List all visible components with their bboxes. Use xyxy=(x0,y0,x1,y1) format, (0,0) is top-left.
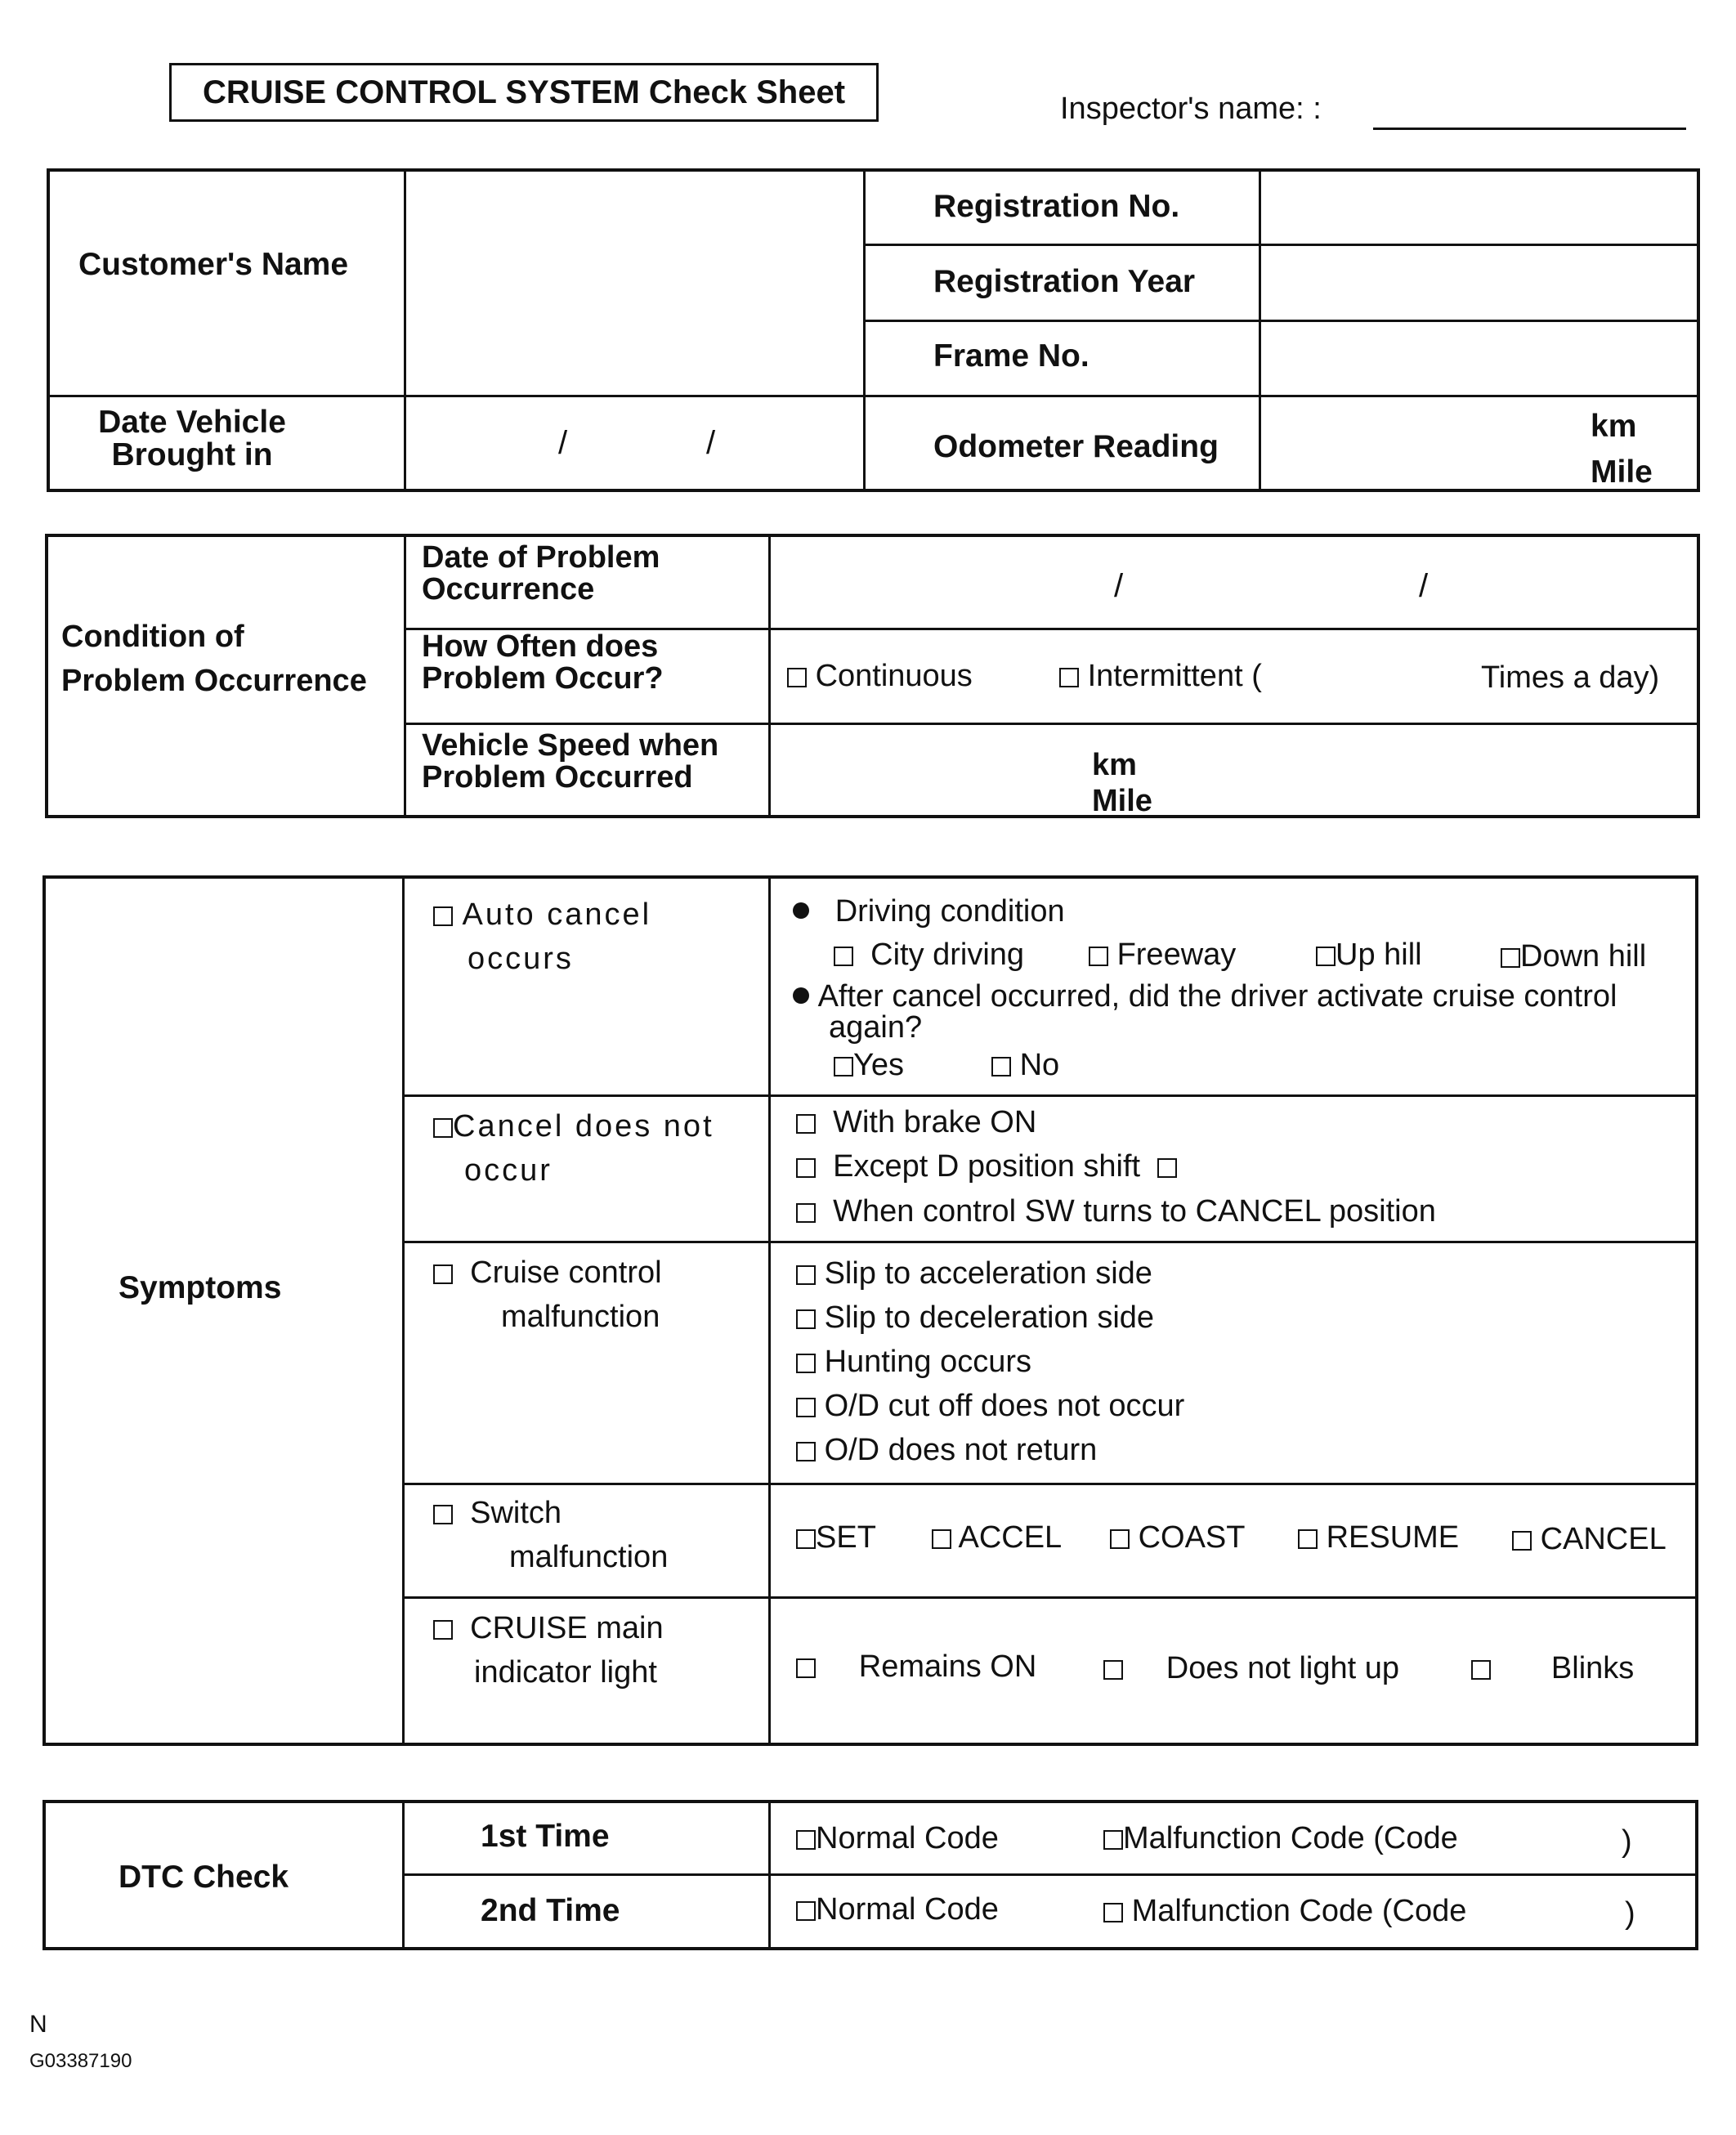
checkbox[interactable] xyxy=(834,947,853,966)
hunting-occurs-option[interactable]: Hunting occurs xyxy=(796,1340,1184,1384)
bullet-icon xyxy=(793,902,809,919)
cancel-does-not-occur-option[interactable]: Cancel does not occur xyxy=(433,1104,714,1193)
checkbox[interactable] xyxy=(796,1309,816,1329)
condition-section-label: Condition of Problem Occurrence xyxy=(61,620,367,698)
date-slash: / xyxy=(1419,568,1429,604)
date-of-problem-label: Date of Problem Occurrence xyxy=(422,540,660,606)
odometer-field[interactable] xyxy=(1264,400,1582,488)
date-brought-in-label: Date Vehicle Brought in xyxy=(98,405,286,472)
cruise-control-malfunction-option[interactable]: Cruise control malfunction xyxy=(433,1251,662,1339)
down-hill-option[interactable]: Down hill xyxy=(1501,939,1646,974)
date-slash: / xyxy=(558,425,568,461)
checkbox[interactable] xyxy=(1103,1660,1123,1680)
intermittent-option[interactable]: Intermittent ( xyxy=(1059,659,1262,694)
checkbox[interactable] xyxy=(796,1265,816,1285)
checkbox[interactable] xyxy=(796,1901,816,1921)
with-brake-on-option[interactable]: With brake ON xyxy=(796,1105,1036,1140)
normal-code-option-2[interactable]: Normal Code xyxy=(796,1892,999,1927)
auto-cancel-option[interactable]: Auto cancel occurs xyxy=(433,893,651,981)
second-time-label: 2nd Time xyxy=(481,1893,620,1928)
dtc-check-label: DTC Check xyxy=(119,1860,289,1895)
page-title: CRUISE CONTROL SYSTEM Check Sheet xyxy=(169,63,879,122)
footer-code: G03387190 xyxy=(29,2050,132,2072)
continuous-option[interactable]: Continuous xyxy=(787,659,973,694)
no-option[interactable]: No xyxy=(991,1048,1059,1083)
checkbox[interactable] xyxy=(433,1264,453,1284)
checkbox[interactable] xyxy=(1103,1903,1123,1922)
blinks-option[interactable]: Blinks xyxy=(1471,1651,1634,1686)
footer-letter: N xyxy=(29,2011,47,2038)
checkbox[interactable] xyxy=(796,1529,816,1549)
malfunction-options xyxy=(796,1251,1184,1472)
bullet-icon xyxy=(793,987,809,1004)
malfunction-code-option-1[interactable]: Malfunction Code (Code xyxy=(1103,1821,1458,1856)
speed-unit: km Mile xyxy=(1092,748,1152,818)
checkbox[interactable] xyxy=(1089,947,1108,966)
checkbox[interactable] xyxy=(1059,668,1079,687)
checkbox[interactable] xyxy=(796,1203,816,1223)
customer-name-label: Customer's Name xyxy=(78,247,349,282)
checkbox[interactable] xyxy=(1501,948,1520,968)
yes-option[interactable]: Yes xyxy=(834,1048,904,1083)
freeway-option[interactable]: Freeway xyxy=(1089,938,1236,973)
city-driving-option[interactable]: City driving xyxy=(834,938,1024,973)
how-often-label: How Often does Problem Occur? xyxy=(422,629,664,696)
checkbox[interactable] xyxy=(834,1057,853,1076)
close-paren: ) xyxy=(1625,1896,1635,1931)
checkbox[interactable] xyxy=(796,1442,816,1461)
checkbox[interactable] xyxy=(1316,947,1336,966)
cancel-switch-option[interactable]: CANCEL xyxy=(1512,1522,1667,1557)
set-switch-option[interactable]: SET xyxy=(796,1520,876,1555)
coast-switch-option[interactable]: COAST xyxy=(1110,1520,1245,1555)
switch-malfunction-option[interactable]: Switch malfunction xyxy=(433,1491,668,1579)
date-brought-in-field[interactable] xyxy=(409,400,858,488)
checkbox[interactable] xyxy=(1103,1830,1123,1850)
slip-acceleration-option[interactable]: Slip to acceleration side xyxy=(796,1251,1184,1296)
control-sw-cancel-option[interactable]: When control SW turns to CANCEL position xyxy=(796,1194,1436,1229)
checkbox[interactable] xyxy=(433,1505,453,1524)
od-not-return-option[interactable]: O/D does not return xyxy=(796,1428,1184,1472)
times-a-day-label: Times a day) xyxy=(1481,660,1660,695)
registration-year-field[interactable] xyxy=(1264,248,1695,316)
checkbox[interactable] xyxy=(787,668,807,687)
odometer-label: Odometer Reading xyxy=(933,429,1219,464)
odometer-unit-mile: Mile xyxy=(1591,454,1653,490)
does-not-light-option[interactable]: Does not light up xyxy=(1103,1651,1399,1686)
close-paren: ) xyxy=(1622,1824,1632,1859)
cruise-main-indicator-option[interactable]: CRUISE main indicator light xyxy=(433,1606,664,1694)
registration-no-field[interactable] xyxy=(1264,173,1695,240)
inspector-name-line[interactable] xyxy=(1373,128,1686,130)
remains-on-option[interactable]: Remains ON xyxy=(796,1649,1036,1685)
date-slash: / xyxy=(1114,568,1124,604)
driving-condition-heading: Driving condition xyxy=(793,894,1065,929)
frame-no-field[interactable] xyxy=(1264,325,1695,392)
customer-name-field[interactable] xyxy=(409,173,858,392)
registration-year-label: Registration Year xyxy=(933,264,1196,299)
checkbox[interactable] xyxy=(796,1830,816,1850)
checkbox[interactable] xyxy=(1157,1158,1177,1178)
odometer-unit-km: km xyxy=(1591,409,1637,444)
after-cancel-question: After cancel occurred, did the driver activate cruise control again? xyxy=(793,981,1617,1043)
checkbox[interactable] xyxy=(1298,1529,1318,1549)
checkbox[interactable] xyxy=(1110,1529,1130,1549)
malfunction-code-option-2[interactable]: Malfunction Code (Code xyxy=(1103,1894,1466,1929)
checkbox[interactable] xyxy=(1512,1531,1532,1551)
checkbox[interactable] xyxy=(433,1620,453,1640)
first-time-label: 1st Time xyxy=(481,1819,610,1854)
resume-switch-option[interactable]: RESUME xyxy=(1298,1520,1459,1555)
checkbox[interactable] xyxy=(932,1529,951,1549)
checkbox[interactable] xyxy=(1471,1660,1491,1680)
symptoms-section-label: Symptoms xyxy=(119,1270,282,1305)
inspector-name-label: Inspector's name: : xyxy=(1060,92,1322,126)
od-cut-off-option[interactable]: O/D cut off does not occur xyxy=(796,1384,1184,1428)
up-hill-option[interactable]: Up hill xyxy=(1316,938,1422,973)
normal-code-option-1[interactable]: Normal Code xyxy=(796,1821,999,1856)
date-slash: / xyxy=(706,425,716,461)
checkbox[interactable] xyxy=(796,1354,816,1373)
slip-deceleration-option[interactable]: Slip to deceleration side xyxy=(796,1296,1184,1340)
checkbox[interactable] xyxy=(991,1057,1011,1076)
except-d-position-option[interactable]: Except D position shift xyxy=(796,1149,1177,1184)
checkbox[interactable] xyxy=(433,906,453,926)
checkbox[interactable] xyxy=(433,1118,453,1138)
checkbox[interactable] xyxy=(796,1398,816,1417)
accel-switch-option[interactable]: ACCEL xyxy=(932,1520,1062,1555)
frame-no-label: Frame No. xyxy=(933,338,1089,374)
registration-no-label: Registration No. xyxy=(933,189,1180,224)
checkbox[interactable] xyxy=(796,1114,816,1134)
checkbox[interactable] xyxy=(796,1658,816,1678)
checkbox[interactable] xyxy=(796,1158,816,1178)
vehicle-speed-label: Vehicle Speed when Problem Occurred xyxy=(422,728,719,794)
